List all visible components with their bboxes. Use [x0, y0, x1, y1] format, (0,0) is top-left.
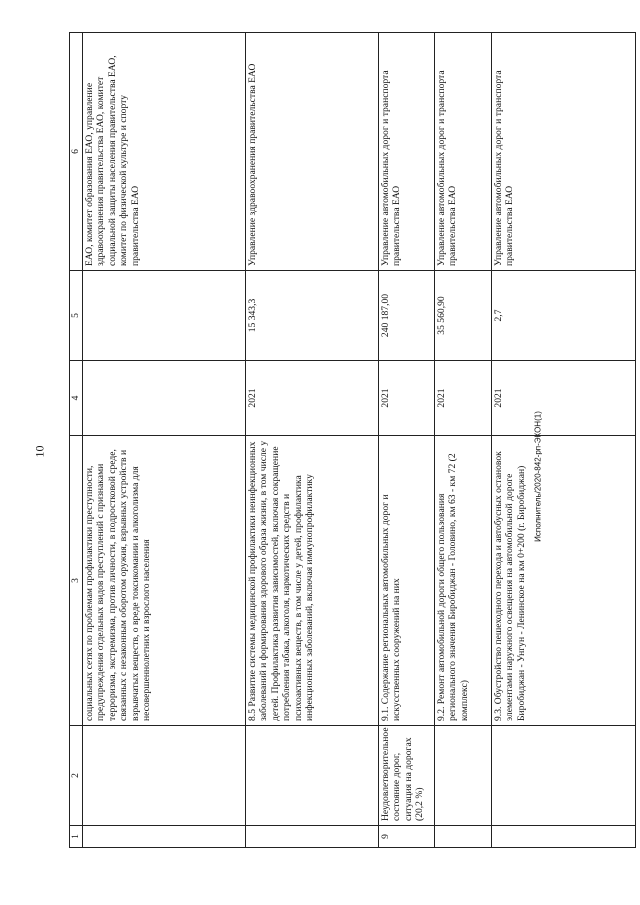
executor-cell: ЕАО, комитет образования ЕАО, управление здравоохранения правительства ЕАО, комитет социальной защиты населения правительства ЕАО, комитет по физической культуре и спорту правительства ЕАО	[82, 33, 245, 271]
problem-cell	[434, 726, 491, 826]
measure-cell: 9.1. Содержание региональных автомобильных дорог и искусственных сооружений на них	[378, 436, 434, 726]
column-header: 6	[70, 33, 83, 271]
year-cell: 2021	[378, 361, 434, 436]
row-number	[434, 826, 491, 848]
problem-cell	[491, 726, 635, 826]
table-row	[245, 33, 378, 848]
amount-cell	[82, 271, 245, 361]
year-cell: 2021	[491, 361, 635, 436]
column-header: 4	[70, 361, 83, 436]
year-cell: 2021	[245, 361, 378, 436]
row-number	[491, 826, 635, 848]
row-number	[82, 826, 245, 848]
year-cell	[82, 361, 245, 436]
rotated-table-container	[69, 33, 634, 848]
header-row	[70, 33, 83, 848]
measure-cell: 9.3. Обустройство пешеходного перехода и автобусных остановок элементами наружного освещения на автомобильной дороге Биробиджан - Унгун - Ленинское на км 0+200 (г. Биробиджан)	[491, 436, 635, 726]
executor-cell: Управление автомобильных дорог и транспорта правительства ЕАО	[434, 33, 491, 271]
measure-cell: 9.2. Ремонт автомобильной дороги общего пользования регионального значения Биробиджан - Головино, км 63 - км 72 (2 комплекс)	[434, 436, 491, 726]
table-row	[82, 33, 245, 848]
column-header: 2	[70, 726, 83, 826]
document-code: Исполнитель/2020-842-рп-ЭКОН(1)	[533, 411, 543, 542]
problem-cell: Неудовлетворительное состояние дорог, ситуация на дорогах (20,2 %)	[378, 726, 434, 826]
executor-cell: Управление автомобильных дорог и транспорта правительства ЕАО	[378, 33, 434, 271]
table-row	[378, 33, 434, 848]
measures-table	[69, 32, 636, 848]
row-number	[245, 826, 378, 848]
amount-cell: 2,7	[491, 271, 635, 361]
table-row	[434, 33, 491, 848]
executor-cell: Управление автомобильных дорог и транспорта правительства ЕАО	[491, 33, 635, 271]
year-cell: 2021	[434, 361, 491, 436]
measure-cell: 8.5 Развитие системы медицинской профилактики неинфекционных заболеваний и формирования здорового образа жизни, в том числе у детей. Профилактика развития зависимостей, включая сокращение потребления табака, алкоголя, наркотических средств и психоактивных веществ, в том числе у детей, профилактика инфекционных заболеваний, включая иммунопрофилактику	[245, 436, 378, 726]
column-header: 3	[70, 436, 83, 726]
executor-cell: Управление здравоохранения правительства ЕАО	[245, 33, 378, 271]
row-number: 9	[378, 826, 434, 848]
amount-cell: 15 343,3	[245, 271, 378, 361]
table-row	[491, 33, 635, 848]
problem-cell	[245, 726, 378, 826]
problem-cell	[82, 726, 245, 826]
column-header: 5	[70, 271, 83, 361]
measure-cell: социальных сетях по проблемам профилактики преступности, предупреждения отдельных видов преступлений с признаками терроризма, экстремизма, против личности, в подростковой среде, связанных с незаконным оборотом оружия, взрывных устройств и взрывчатых веществ, о вреде токсикомании и алкоголизма для несовершеннолетних и взрослого населения	[82, 436, 245, 726]
column-header: 1	[70, 826, 83, 848]
page-number: 10	[32, 445, 47, 458]
amount-cell: 35 560,90	[434, 271, 491, 361]
amount-cell: 240 187,00	[378, 271, 434, 361]
